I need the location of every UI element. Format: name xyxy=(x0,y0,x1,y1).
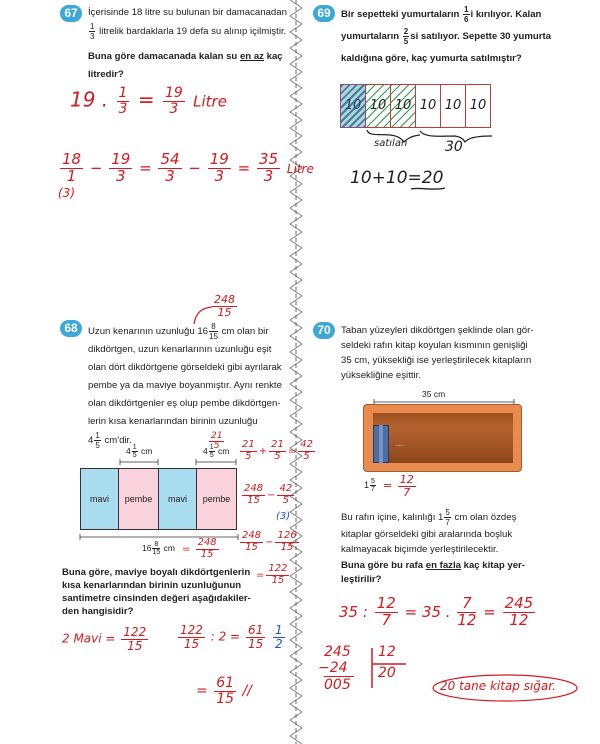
book-thickness-annotation: = $\frac{12}{7}$ xyxy=(383,473,414,499)
q68-work-line2: $\frac{122}{15}$ : 2 = $\frac{61}{15}$ $\frac{1}{2}$ xyxy=(180,623,283,651)
answer-underline xyxy=(410,186,446,192)
egg-cell-4: 10 xyxy=(415,84,441,128)
segment-mavi-2: mavi xyxy=(158,468,197,530)
long-division-quotient: 20 xyxy=(378,665,396,681)
q69-work: 10+10=20 xyxy=(350,168,444,188)
total-length-label: 16 $\frac{8}{15}$ cm xyxy=(142,541,175,556)
q68-diff-work-2: $\frac{248}{15}$ − $\frac{126}{15}$ xyxy=(242,530,297,553)
shelf-width-label: 35 cm xyxy=(422,389,446,399)
q68-diff-work: $\frac{248}{15}$ − $\frac{42}{5}$ xyxy=(244,483,293,506)
egg-cell-1: 10 xyxy=(340,84,366,128)
q68-body: Uzun kenarının uzunluğu 16 $\frac{8}{15}$ cm olan bir dikdörtgen, uzun kenarlarının uzunluğu eşit olan dört dikdörtgene görseldeki gibi ayrılarak pembe ya da maviye boyanmıştır. Aynı renkte olan dikdörtgenler eş olup pembe dikdörtgen- lerin kısa kenarlarından birinin uzunluğu 4 $\frac{1}{5}$ cm'dir. xyxy=(88,322,282,451)
question-number-68: 68 xyxy=(60,320,82,337)
book-thickness-label: 1 $\frac{5}{7}$ xyxy=(364,478,375,493)
q69-body: Bir sepetteki yumurtaların $\frac{1}{6}$ i kırılıyor. Kalan yumurtaların $\frac{2}{5}$ si satılıyor. Sepette 30 yumurta kaldığına göre, kaç yumurta satılmıştır? xyxy=(341,4,552,64)
q70-final-answer: 20 tane kitap sığar. xyxy=(440,679,556,693)
q68-diff-result: = $\frac{122}{15}$ xyxy=(256,563,288,586)
sold-label: satılan xyxy=(374,138,408,149)
egg-cell-3: 10 xyxy=(390,84,416,128)
long-division-divisor: 12 xyxy=(378,644,396,660)
egg-braces xyxy=(340,128,495,144)
q70-work-line: 35 : $\frac{12}{7}$ = 35 . $\frac{7}{12}$ = $\frac{245}{12}$ xyxy=(339,594,534,629)
q68-question: Buna göre, maviye boyalı dikdörtgenlerin kısa kenarlarından birinin uzunluğunun santimetre cinsinden değeri aşağıdakiler- den hangisidir? xyxy=(62,567,251,617)
book-spine-highlight xyxy=(379,425,383,463)
egg-cell-2: 10 xyxy=(365,84,391,128)
long-division-dividend: 245 −24 005 xyxy=(324,644,354,693)
pink-width-label-2: 4 $\frac{1}{5}$ cm xyxy=(203,444,230,459)
segment-pembe-1: pembe xyxy=(118,468,159,530)
answer-circle xyxy=(430,672,580,704)
q68-work-line1: 2 Mavi = $\frac{122}{15}$ xyxy=(62,625,147,653)
question-number-67: 67 xyxy=(60,5,82,22)
q68-top-annotation: $\frac{248}{15}$ xyxy=(214,293,235,319)
pink-width-annotation: $\frac{21}{5}$ xyxy=(211,431,223,452)
question-number-70: 70 xyxy=(313,322,335,339)
pink-width-label: 4 $\frac{1}{5}$ cm xyxy=(126,444,153,459)
q67-body: İçerisinde 18 litre su bulunan bir damacanadan $\frac{1}{3}$ litrelik bardaklarla 19 defa su alınıp içilmiştir. xyxy=(88,7,287,41)
page-spine xyxy=(287,0,305,744)
remaining-label: 30 xyxy=(445,139,463,155)
question-number-69: 69 xyxy=(313,5,335,22)
more-books-dots: ... xyxy=(396,438,404,448)
q68-answer: = $\frac{61}{15}$ // xyxy=(196,675,252,707)
segment-pembe-2: pembe xyxy=(196,468,237,530)
q70-body: Taban yüzeyleri dikdörtgen şeklinde olan gör- seldeki rafın kitap koyulan kısmının genişliği 35 cm, yüksekliği ise yerleştirilecek kitapların yüksekliğine eşittir. xyxy=(341,325,534,381)
q67-expansion-note: (3) xyxy=(58,186,75,200)
q67-work-line2: $\frac{18}{1}$ − $\frac{19}{3}$ = $\frac{54}{3}$ − $\frac{19}{3}$ = $\frac{35}{3}$ Litre xyxy=(62,150,314,185)
q68-sum-work: $\frac{21}{5}$ + $\frac{21}{5}$ = $\frac{42}{5}$ xyxy=(242,439,313,462)
q68-expand-note: (3) xyxy=(276,511,291,522)
shelf-interior xyxy=(373,413,513,463)
q67-work-line1: 19 . $\frac{1}{3}$ = $\frac{19}{3}$ Litre xyxy=(70,85,227,117)
q70-details: Bu rafın içine, kalınlığı 1 $\frac{5}{7}$ cm olan özdeş kitaplar görseldeki gibi aralarında boşluk kalmayacak biçimde yerleştirilecektir. xyxy=(341,508,517,555)
egg-cell-6: 10 xyxy=(465,84,491,128)
q70-question: Buna göre bu rafa en fazla kaç kitap yer- leştirilir? xyxy=(341,560,525,585)
segment-mavi-1: mavi xyxy=(80,468,119,530)
width-dimension-lines xyxy=(118,458,238,466)
total-length-annotation: = $\frac{248}{15}$ xyxy=(182,537,217,560)
broken-egg-shade xyxy=(340,84,366,128)
q67-question: Buna göre damacanada kalan su en az kaç litredir? xyxy=(88,51,283,80)
egg-cell-5: 10 xyxy=(440,84,466,128)
